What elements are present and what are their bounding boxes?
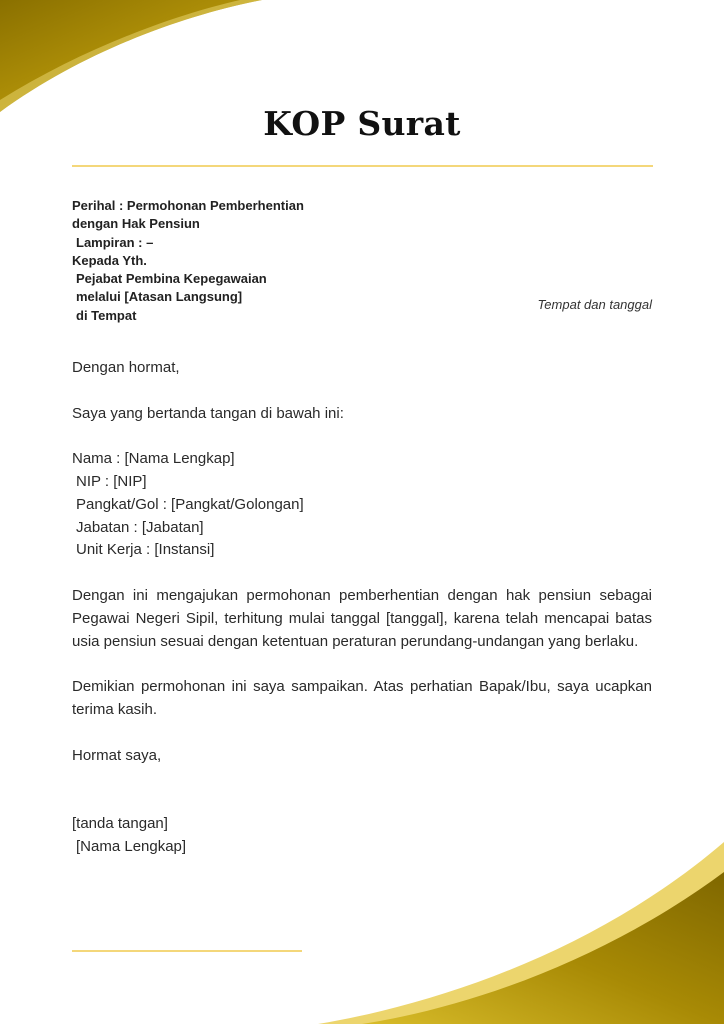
place-and-date: Tempat dan tanggal (537, 297, 652, 312)
signature-placeholder: [tanda tangan] (72, 814, 168, 832)
field-work-unit: Unit Kerja : [Instansi] (76, 541, 215, 559)
closing-paragraph: Demikian permohonan ini saya sampaikan. Atas perhatian Bapak/Ibu, saya ucapkan terima kasih. (72, 678, 652, 718)
recipient-via-line: melalui [Atasan Langsung] (76, 289, 243, 305)
field-name: Nama : [Nama Lengkap] (72, 450, 235, 468)
field-rank: Pangkat/Gol : [Pangkat/Golongan] (76, 495, 304, 513)
field-position: Jabatan : [Jabatan] (76, 518, 204, 536)
letter-body (72, 357, 652, 859)
request-paragraph: Dengan ini mengajukan permohonan pemberhentian dengan hak pensiun sebagai Pegawai Negeri Sipil, terhitung mulai tanggal [tanggal], karena telah mencapai batas usia pensiun sesuai dengan ketentuan peraturan perundang-undangan yang berlaku. (72, 586, 652, 650)
greeting: Dengan hormat, (72, 359, 180, 376)
field-nip: NIP : [NIP] (76, 472, 147, 490)
recipient-place-line: di Tempat (76, 307, 137, 323)
header-divider (72, 165, 653, 167)
footer-divider (72, 950, 302, 952)
closing-salutation: Hormat saya, (72, 746, 162, 764)
recipient-line: Pejabat Pembina Kepegawaian (76, 271, 267, 287)
subject-line-continued: dengan Hak Pensiun (72, 216, 200, 232)
applicant-details (72, 448, 652, 562)
signer-name: [Nama Lengkap] (76, 837, 187, 855)
intro-sentence: Saya yang bertanda tangan di bawah ini: (72, 404, 344, 422)
subject-line: Perihal : Permohonan Pemberhentian (72, 198, 304, 213)
letterhead-title: KOP Surat (263, 104, 461, 143)
addressee-label: Kepada Yth. (72, 252, 147, 268)
attachment-line: Lampiran : – (76, 234, 154, 250)
letter-header (72, 197, 372, 325)
